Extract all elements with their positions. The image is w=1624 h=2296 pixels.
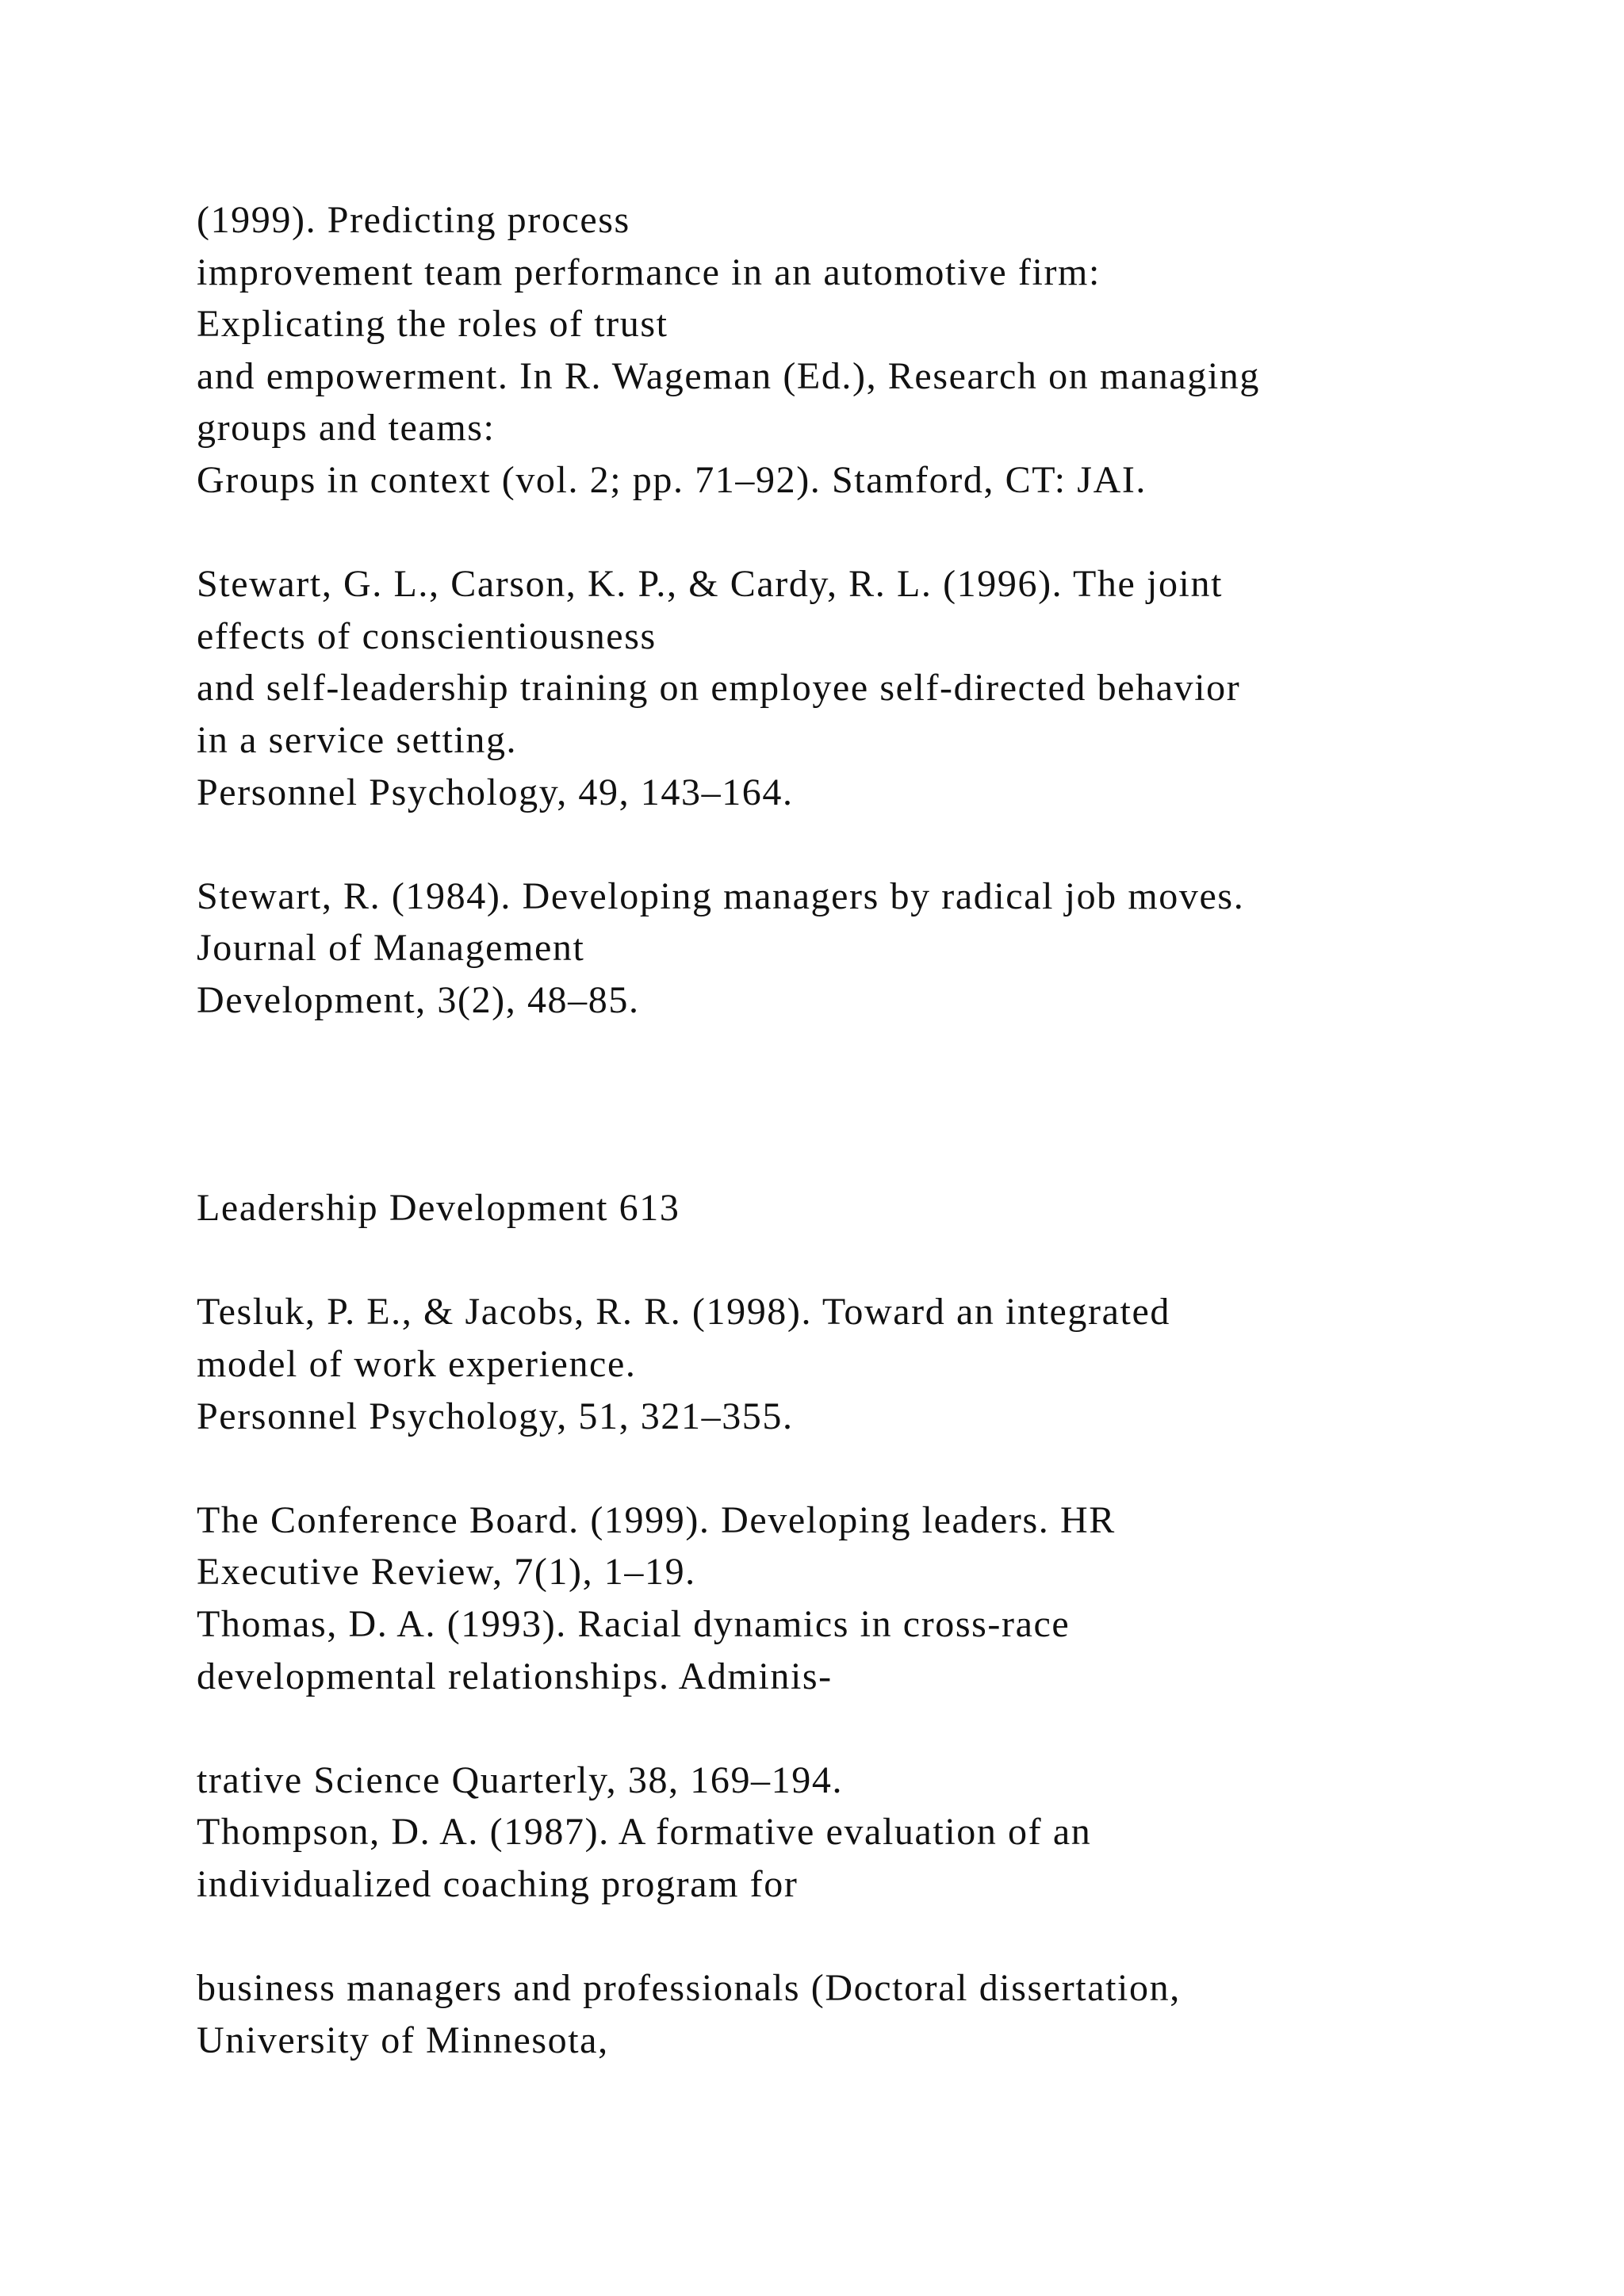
text-line: Stewart, G. L., Carson, K. P., & Cardy, R. L. (1996). The joint [197, 563, 1224, 606]
text-line: (1999). Predicting process [197, 199, 630, 241]
text-line: Executive Review, 7(1), 1–19. [197, 1551, 696, 1594]
text-line: Thomas, D. A. (1993). Racial dynamics in cross-race [197, 1603, 1071, 1646]
text-line: model of work experience. [197, 1343, 637, 1386]
text-line: Thompson, D. A. (1987). A formative evaluation of an [197, 1811, 1092, 1854]
reference-thompson-continued [197, 1962, 1545, 2066]
text-line: Tesluk, P. E., & Jacobs, R. R. (1998). Toward an integrated [197, 1291, 1170, 1334]
text-line: The Conference Board. (1999). Developing leaders. HR [197, 1498, 1116, 1541]
text-line: University of Minnesota, [197, 2019, 609, 2061]
text-line: Explicating the roles of trust [197, 303, 668, 346]
paragraph-spacer [197, 1911, 1545, 1963]
text-line: effects of conscientiousness [197, 614, 657, 657]
page-break-spacer [197, 1027, 1545, 1183]
paragraph-spacer [197, 507, 1545, 559]
text-line: Stewart, R. (1984). Developing managers by radical job moves. [197, 874, 1245, 917]
paragraph-spacer [197, 1234, 1545, 1287]
paragraph-spacer [197, 1702, 1545, 1755]
text-line: Groups in context (vol. 2; pp. 71–92). Stamford, CT: JAI. [197, 458, 1147, 501]
reference-stewart-1996 [197, 558, 1545, 818]
reference-stewart-1984 [197, 871, 1545, 1027]
text-line: individualized coaching program for [197, 1863, 799, 1906]
text-line: trative Science Quarterly, 38, 169–194. [197, 1758, 844, 1801]
reference-conference-board-thomas [197, 1494, 1545, 1702]
text-line: and empowerment. In R. Wageman (Ed.), Research on managing [197, 354, 1260, 397]
text-line: business managers and professionals (Doctoral dissertation, [197, 1967, 1181, 2010]
reference-thomas-thompson [197, 1755, 1545, 1911]
reference-list [197, 194, 1545, 2066]
reference-tesluk-1998 [197, 1286, 1545, 1442]
text-line: Development, 3(2), 48–85. [197, 978, 640, 1021]
running-header-text: Leadership Development 613 [197, 1187, 680, 1230]
text-line: improvement team performance in an automotive firm: [197, 251, 1101, 293]
paragraph-spacer [197, 1442, 1545, 1494]
text-line: Personnel Psychology, 49, 143–164. [197, 771, 794, 813]
text-line: Personnel Psychology, 51, 321–355. [197, 1395, 794, 1437]
reference-fragment-1999 [197, 194, 1545, 507]
text-line: Journal of Management [197, 927, 585, 970]
text-line: and self-leadership training on employee self-directed behavior [197, 667, 1241, 710]
text-line: in a service setting. [197, 718, 518, 761]
running-header [197, 1182, 1545, 1234]
paragraph-spacer [197, 818, 1545, 871]
text-line: developmental relationships. Adminis- [197, 1655, 833, 1697]
text-line: groups and teams: [197, 407, 496, 450]
